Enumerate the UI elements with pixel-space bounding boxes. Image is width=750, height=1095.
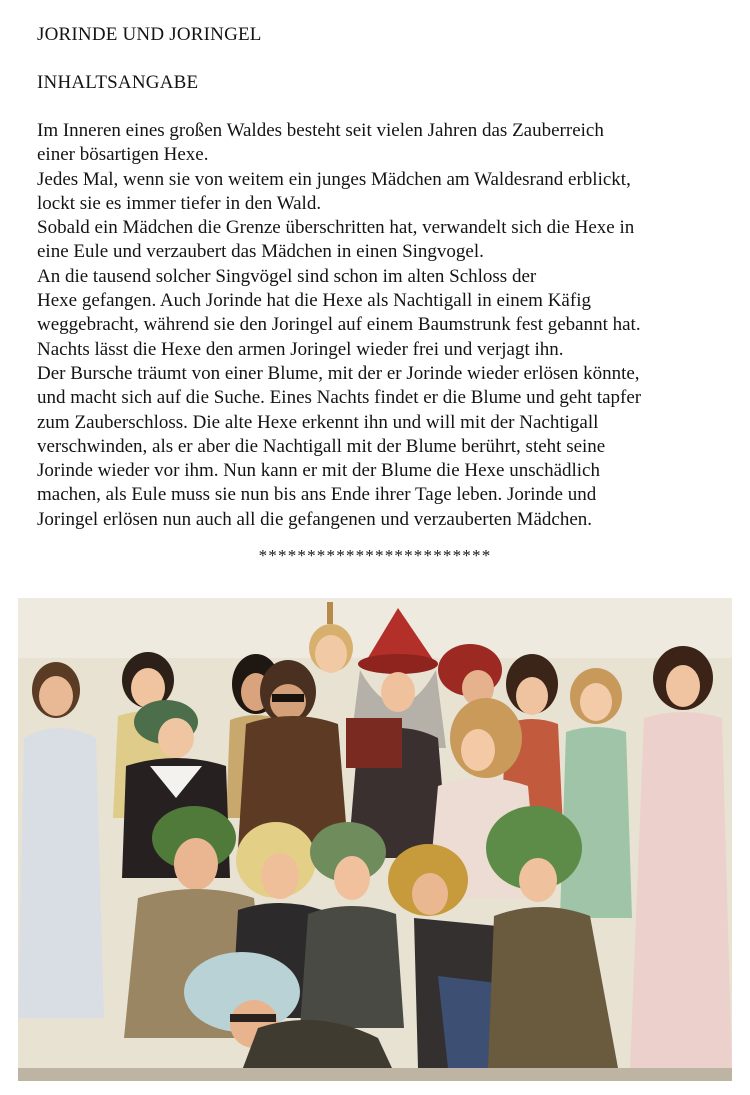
group-photo [18,598,732,1081]
summary-text [37,119,737,532]
summary-line: Der Bursche träumt von einer Blume, mit der er Jorinde wieder erlösen könnte, [37,362,640,384]
summary-line: Joringel erlösen nun auch all die gefangenen und verzauberten Mädchen. [37,508,592,530]
summary-line: Jedes Mal, wenn sie von weitem ein junges Mädchen am Waldesrand erblickt, [37,168,631,190]
summary-line: einer bösartigen Hexe. [37,144,209,166]
summary-line: Im Inneren eines großen Waldes besteht seit vielen Jahren das Zauberreich [37,120,604,141]
photo-floor [18,1068,732,1081]
summary-line: Sobald ein Mädchen die Grenze überschritten hat, verwandelt sich die Hexe in [37,217,635,239]
document-title: JORINDE UND JORINGEL [37,24,262,45]
summary-line: lockt sie es immer tiefer in den Wald. [37,192,322,214]
document-subtitle: INHALTSANGABE [37,72,199,93]
separator: ************************ [258,546,492,565]
summary-line: Hexe gefangen. Auch Jorinde hat die Hexe als Nachtigall in einem Käfig [37,290,591,312]
summary-line: Nachts lässt die Hexe den armen Joringel wieder frei und verjagt ihn. [37,338,564,360]
summary-line: An die tausend solcher Singvögel sind schon im alten Schloss der [37,265,537,287]
summary-line: zum Zauberschloss. Die alte Hexe erkennt ihn und will mit der Nachtigall [37,411,599,433]
group-photo-illustration [18,598,732,1081]
summary-line: Jorinde wieder vor ihm. Nun kann er mit der Blume die Hexe unschädlich [37,460,600,482]
summary-line: und macht sich auf die Suche. Eines Nachts findet er die Blume und geht tapfer [37,387,642,409]
summary-line: verschwinden, als er aber die Nachtigall mit der Blume berührt, steht seine [37,435,606,457]
summary-line: machen, als Eule muss sie nun bis ans Ende ihrer Tage leben. Jorinde und [37,484,597,506]
summary-line: eine Eule und verzaubert das Mädchen in einen Singvogel. [37,241,484,263]
summary-line: weggebracht, während sie den Joringel auf einem Baumstrunk fest gebannt hat. [37,314,641,336]
